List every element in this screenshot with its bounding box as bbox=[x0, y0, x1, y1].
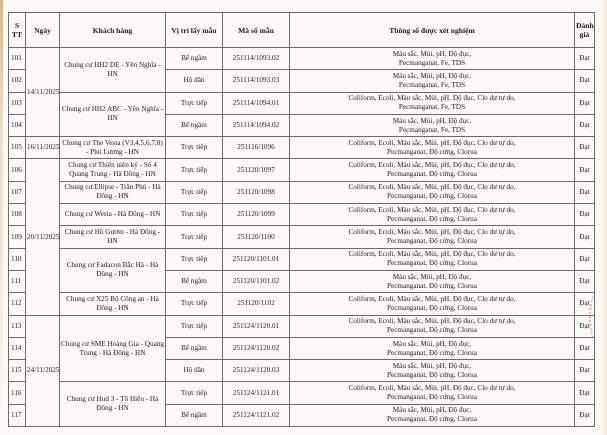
row-stt: 116 bbox=[9, 382, 26, 404]
params-line-2: Pecmanganat, Độ cứng, Clorua bbox=[387, 303, 477, 312]
row-sample-code: 251114/1094.02 bbox=[223, 114, 290, 136]
row-sample-code: 251124/1121.02 bbox=[223, 404, 290, 426]
row-stt: 109 bbox=[9, 226, 26, 248]
row-location: Trực tiếp bbox=[166, 315, 223, 337]
params-line-1: Màu sắc, Mùi, pH, Độ đục, bbox=[392, 272, 472, 281]
row-params bbox=[290, 360, 575, 382]
params-line-1: Coliform, Ecoli, Màu sắc, Mùi, pH, Độ đục, Clo dư tự do, bbox=[348, 183, 516, 192]
row-date: 20/11/2025 bbox=[26, 159, 60, 315]
params-line-2: Pecmanganat, Độ cứng, Clorua bbox=[387, 237, 477, 246]
params-line-1: Coliform, Ecoli, Màu sắc, Mùi, pH, Độ đục, Clo dư tự do, bbox=[348, 317, 516, 326]
table-row bbox=[9, 48, 595, 70]
row-sample-code: 251120/1100 bbox=[223, 226, 290, 248]
row-sample-code: 251116/1096 bbox=[223, 137, 290, 159]
params-line-2: Pecmanganat, Độ cứng, Clorua bbox=[387, 370, 477, 379]
params-line-1: Coliform, Ecoli, Màu sắc, Mùi, pH, Độ đục, Clo dư tự do, bbox=[348, 94, 516, 103]
row-stt: 103 bbox=[9, 92, 26, 114]
params-line-2: Pecmanganat, Độ cứng, Clorua bbox=[387, 281, 477, 290]
row-location: Hộ dân bbox=[166, 360, 223, 382]
params-line-2: Pecmanganat, Độ cứng, Clorua bbox=[387, 393, 477, 402]
params-line-1: Màu sắc, Mùi, pH, Độ đục, bbox=[392, 116, 472, 125]
table-row bbox=[9, 293, 595, 315]
row-rating: Đạt bbox=[575, 382, 595, 404]
params-line-1: Màu sắc, Mùi, pH, Độ đục, bbox=[392, 339, 472, 348]
row-rating: Đạt bbox=[575, 270, 595, 292]
row-stt: 112 bbox=[9, 293, 26, 315]
params-line-2: Pecmanganat, Độ cứng, Clorua bbox=[387, 415, 477, 424]
row-customer: Chung cư Ellipse - Trần Phú - Hà Đông - HN bbox=[60, 181, 166, 203]
params-line-2: Pecmanganat, Fe, TDS bbox=[398, 58, 466, 67]
params-line-1: Màu sắc, Mùi, pH, Độ đục, bbox=[392, 406, 472, 415]
table-row bbox=[9, 226, 595, 248]
row-params bbox=[290, 159, 575, 181]
table-row bbox=[9, 159, 595, 181]
table-row bbox=[9, 92, 595, 114]
row-sample-code: 251120/1101.01 bbox=[223, 248, 290, 270]
row-rating: Đạt bbox=[575, 70, 595, 92]
table-row bbox=[9, 315, 595, 337]
row-location: Bể ngầm bbox=[166, 270, 223, 292]
row-rating: Đạt bbox=[575, 404, 595, 426]
row-customer: Chung cư Fadacon Bắc Hà - Hà Đông - HN bbox=[60, 248, 166, 293]
page-edge-right bbox=[601, 0, 607, 435]
row-params bbox=[290, 114, 575, 136]
row-rating: Đạt bbox=[575, 315, 595, 337]
row-location: Trực tiếp bbox=[166, 159, 223, 181]
row-location: Trực tiếp bbox=[166, 137, 223, 159]
row-location: Bể ngầm bbox=[166, 48, 223, 70]
row-date: 14/11/2025 bbox=[26, 48, 60, 137]
row-rating: Đạt bbox=[575, 293, 595, 315]
row-stt: 101 bbox=[9, 48, 26, 70]
table-row bbox=[9, 382, 595, 404]
table-header-row bbox=[9, 13, 595, 48]
row-date: 24/11/2025 bbox=[26, 315, 60, 426]
row-params bbox=[290, 92, 575, 114]
header-location: Vị trí lấy mẫu bbox=[166, 13, 223, 48]
params-line-1: Coliform, Ecoli, Màu sắc, Mùi, pH, Độ đục, Clo dư tự do, bbox=[348, 138, 516, 147]
params-line-2: Pecmanganat, Độ cứng, Clorua bbox=[387, 259, 477, 268]
params-line-1: Coliform, Ecoli, Màu sắc, Mùi, pH, Độ đục, Clo dư tự do, bbox=[348, 205, 516, 214]
row-stt: 105 bbox=[9, 137, 26, 159]
row-params bbox=[290, 226, 575, 248]
row-stt: 114 bbox=[9, 337, 26, 359]
row-date: 16/11/2025 bbox=[26, 137, 60, 159]
row-stt: 104 bbox=[9, 114, 26, 136]
row-location: Trực tiếp bbox=[166, 293, 223, 315]
header-params: Thông số được xét nghiệm bbox=[290, 13, 575, 48]
row-params bbox=[290, 70, 575, 92]
params-line-1: Coliform, Ecoli, Màu sắc, Mùi, pH, Độ đục, Clo dư tự do, bbox=[348, 250, 516, 259]
table-row bbox=[9, 181, 595, 203]
row-params bbox=[290, 48, 575, 70]
header-customer: Khách hàng bbox=[60, 13, 166, 48]
row-customer: Chung cư HH2 DE - Yên Nghĩa - HN bbox=[60, 48, 166, 93]
row-rating: Đạt bbox=[575, 181, 595, 203]
row-rating: Đạt bbox=[575, 48, 595, 70]
params-line-2: Pecmanganat, Fe, TDS bbox=[398, 80, 466, 89]
row-customer: Chung cư Westa - Hà Đông - HN bbox=[60, 204, 166, 226]
page-edge-shadow bbox=[0, 0, 3, 435]
row-sample-code: 251120/1102 bbox=[223, 293, 290, 315]
row-stt: 117 bbox=[9, 404, 26, 426]
params-line-1: Màu sắc, Mùi, pH, Độ đục, bbox=[392, 361, 472, 370]
row-rating: Đạt bbox=[575, 248, 595, 270]
row-sample-code: 251124/1120.02 bbox=[223, 337, 290, 359]
params-line-1: Màu sắc, Mùi, pH, Độ đục, bbox=[392, 49, 472, 58]
row-sample-code: 251120/1098 bbox=[223, 181, 290, 203]
params-line-2: Pecmanganat, Độ cứng, Clorua bbox=[387, 214, 477, 223]
row-rating: Đạt bbox=[575, 92, 595, 114]
row-customer: Chung cư X25 Bộ Công an - Hà Đông - HN bbox=[60, 293, 166, 315]
row-location: Trực tiếp bbox=[166, 382, 223, 404]
row-location: Hộ dân bbox=[166, 70, 223, 92]
params-line-2: Pecmanganat, Độ cứng, Clorua bbox=[387, 192, 477, 201]
row-params bbox=[290, 270, 575, 292]
row-stt: 111 bbox=[9, 270, 26, 292]
table-row bbox=[9, 204, 595, 226]
params-line-2: Pecmanganat, Độ cứng, Clorua bbox=[387, 326, 477, 335]
params-line-2: Pecmanganat, Độ cứng, Clorua bbox=[387, 147, 477, 156]
row-params bbox=[290, 248, 575, 270]
row-location: Trực tiếp bbox=[166, 226, 223, 248]
row-customer: Chung cư HH2 ABC - Yên Nghĩa - HN bbox=[60, 92, 166, 137]
row-rating: Đạt bbox=[575, 226, 595, 248]
row-customer: Chung cư Thiên niên kỷ - Số 4 Quang Trung - Hà Đông - HN bbox=[60, 159, 166, 181]
row-params bbox=[290, 337, 575, 359]
row-sample-code: 251124/1120.03 bbox=[223, 360, 290, 382]
params-line-2: Pecmanganat, Fe, TDS bbox=[398, 125, 466, 134]
params-line-2: Pecmanganat, Fe, TDS bbox=[398, 103, 466, 112]
row-params bbox=[290, 204, 575, 226]
test-results-table bbox=[8, 12, 595, 427]
row-rating: Đạt bbox=[575, 137, 595, 159]
row-customer: Chung cư Hồ Gươm - Hà Đông - HN bbox=[60, 226, 166, 248]
row-sample-code: 251114/1093.02 bbox=[223, 48, 290, 70]
row-sample-code: 251120/1099 bbox=[223, 204, 290, 226]
row-customer: Chung cư The Vesta (V3,4,5,6,7,8) - Phú Lương - HN bbox=[60, 137, 166, 159]
row-location: Bể ngầm bbox=[166, 337, 223, 359]
row-rating: Đạt bbox=[575, 337, 595, 359]
row-location: Trực tiếp bbox=[166, 92, 223, 114]
row-params bbox=[290, 293, 575, 315]
row-location: Trực tiếp bbox=[166, 181, 223, 203]
row-customer: Chung cư SME Hoàng Gia - Quang Trung - Hà Đông - HN bbox=[60, 315, 166, 382]
row-sample-code: 251124/1121.01 bbox=[223, 382, 290, 404]
row-rating: Đạt bbox=[575, 114, 595, 136]
params-line-1: Coliform, Ecoli, Màu sắc, Mùi, pH, Độ đục, Clo dư tự do, bbox=[348, 384, 516, 393]
row-params bbox=[290, 382, 575, 404]
row-location: Bể ngầm bbox=[166, 404, 223, 426]
header-sample-code: Mã số mẫu bbox=[223, 13, 290, 48]
params-line-2: Pecmanganat, Độ cứng, Clorua bbox=[387, 170, 477, 179]
row-sample-code: 251120/1101.02 bbox=[223, 270, 290, 292]
row-sample-code: 251120/1097 bbox=[223, 159, 290, 181]
row-stt: 108 bbox=[9, 204, 26, 226]
params-line-2: Pecmanganat, Độ cứng, Clorua bbox=[387, 348, 477, 357]
row-stt: 102 bbox=[9, 70, 26, 92]
row-stt: 110 bbox=[9, 248, 26, 270]
row-sample-code: 251114/1094.01 bbox=[223, 92, 290, 114]
row-sample-code: 251114/1093.03 bbox=[223, 70, 290, 92]
row-rating: Đạt bbox=[575, 159, 595, 181]
header-date: Ngày bbox=[26, 13, 60, 48]
row-location: Trực tiếp bbox=[166, 248, 223, 270]
row-stt: 113 bbox=[9, 315, 26, 337]
row-params bbox=[290, 181, 575, 203]
row-sample-code: 251124/1120.01 bbox=[223, 315, 290, 337]
row-params bbox=[290, 404, 575, 426]
table-row bbox=[9, 137, 595, 159]
row-location: Trực tiếp bbox=[166, 204, 223, 226]
row-customer: Chung cư Hud 3 - Tô Hiệu - Hà Đông - HN bbox=[60, 382, 166, 427]
row-rating: Đạt bbox=[575, 360, 595, 382]
table-row bbox=[9, 248, 595, 270]
row-rating: Đạt bbox=[575, 204, 595, 226]
row-stt: 106 bbox=[9, 159, 26, 181]
header-stt: S TT bbox=[9, 13, 26, 48]
row-location: Bể ngầm bbox=[166, 114, 223, 136]
header-rating: Đánh giá bbox=[575, 13, 595, 48]
row-stt: 115 bbox=[9, 360, 26, 382]
row-stt: 107 bbox=[9, 181, 26, 203]
params-line-1: Coliform, Ecoli, Màu sắc, Mùi, pH, Độ đục, Clo dư tự do, bbox=[348, 294, 516, 303]
params-line-1: Màu sắc, Mùi, pH, Độ đục, bbox=[392, 71, 472, 80]
row-params bbox=[290, 315, 575, 337]
row-params bbox=[290, 137, 575, 159]
params-line-1: Coliform, Ecoli, Màu sắc, Mùi, pH, Độ đục, Clo dư tự do, bbox=[348, 161, 516, 170]
params-line-1: Coliform, Ecoli, Màu sắc, Mùi, pH, Độ đục, Clo dư tự do, bbox=[348, 228, 516, 237]
